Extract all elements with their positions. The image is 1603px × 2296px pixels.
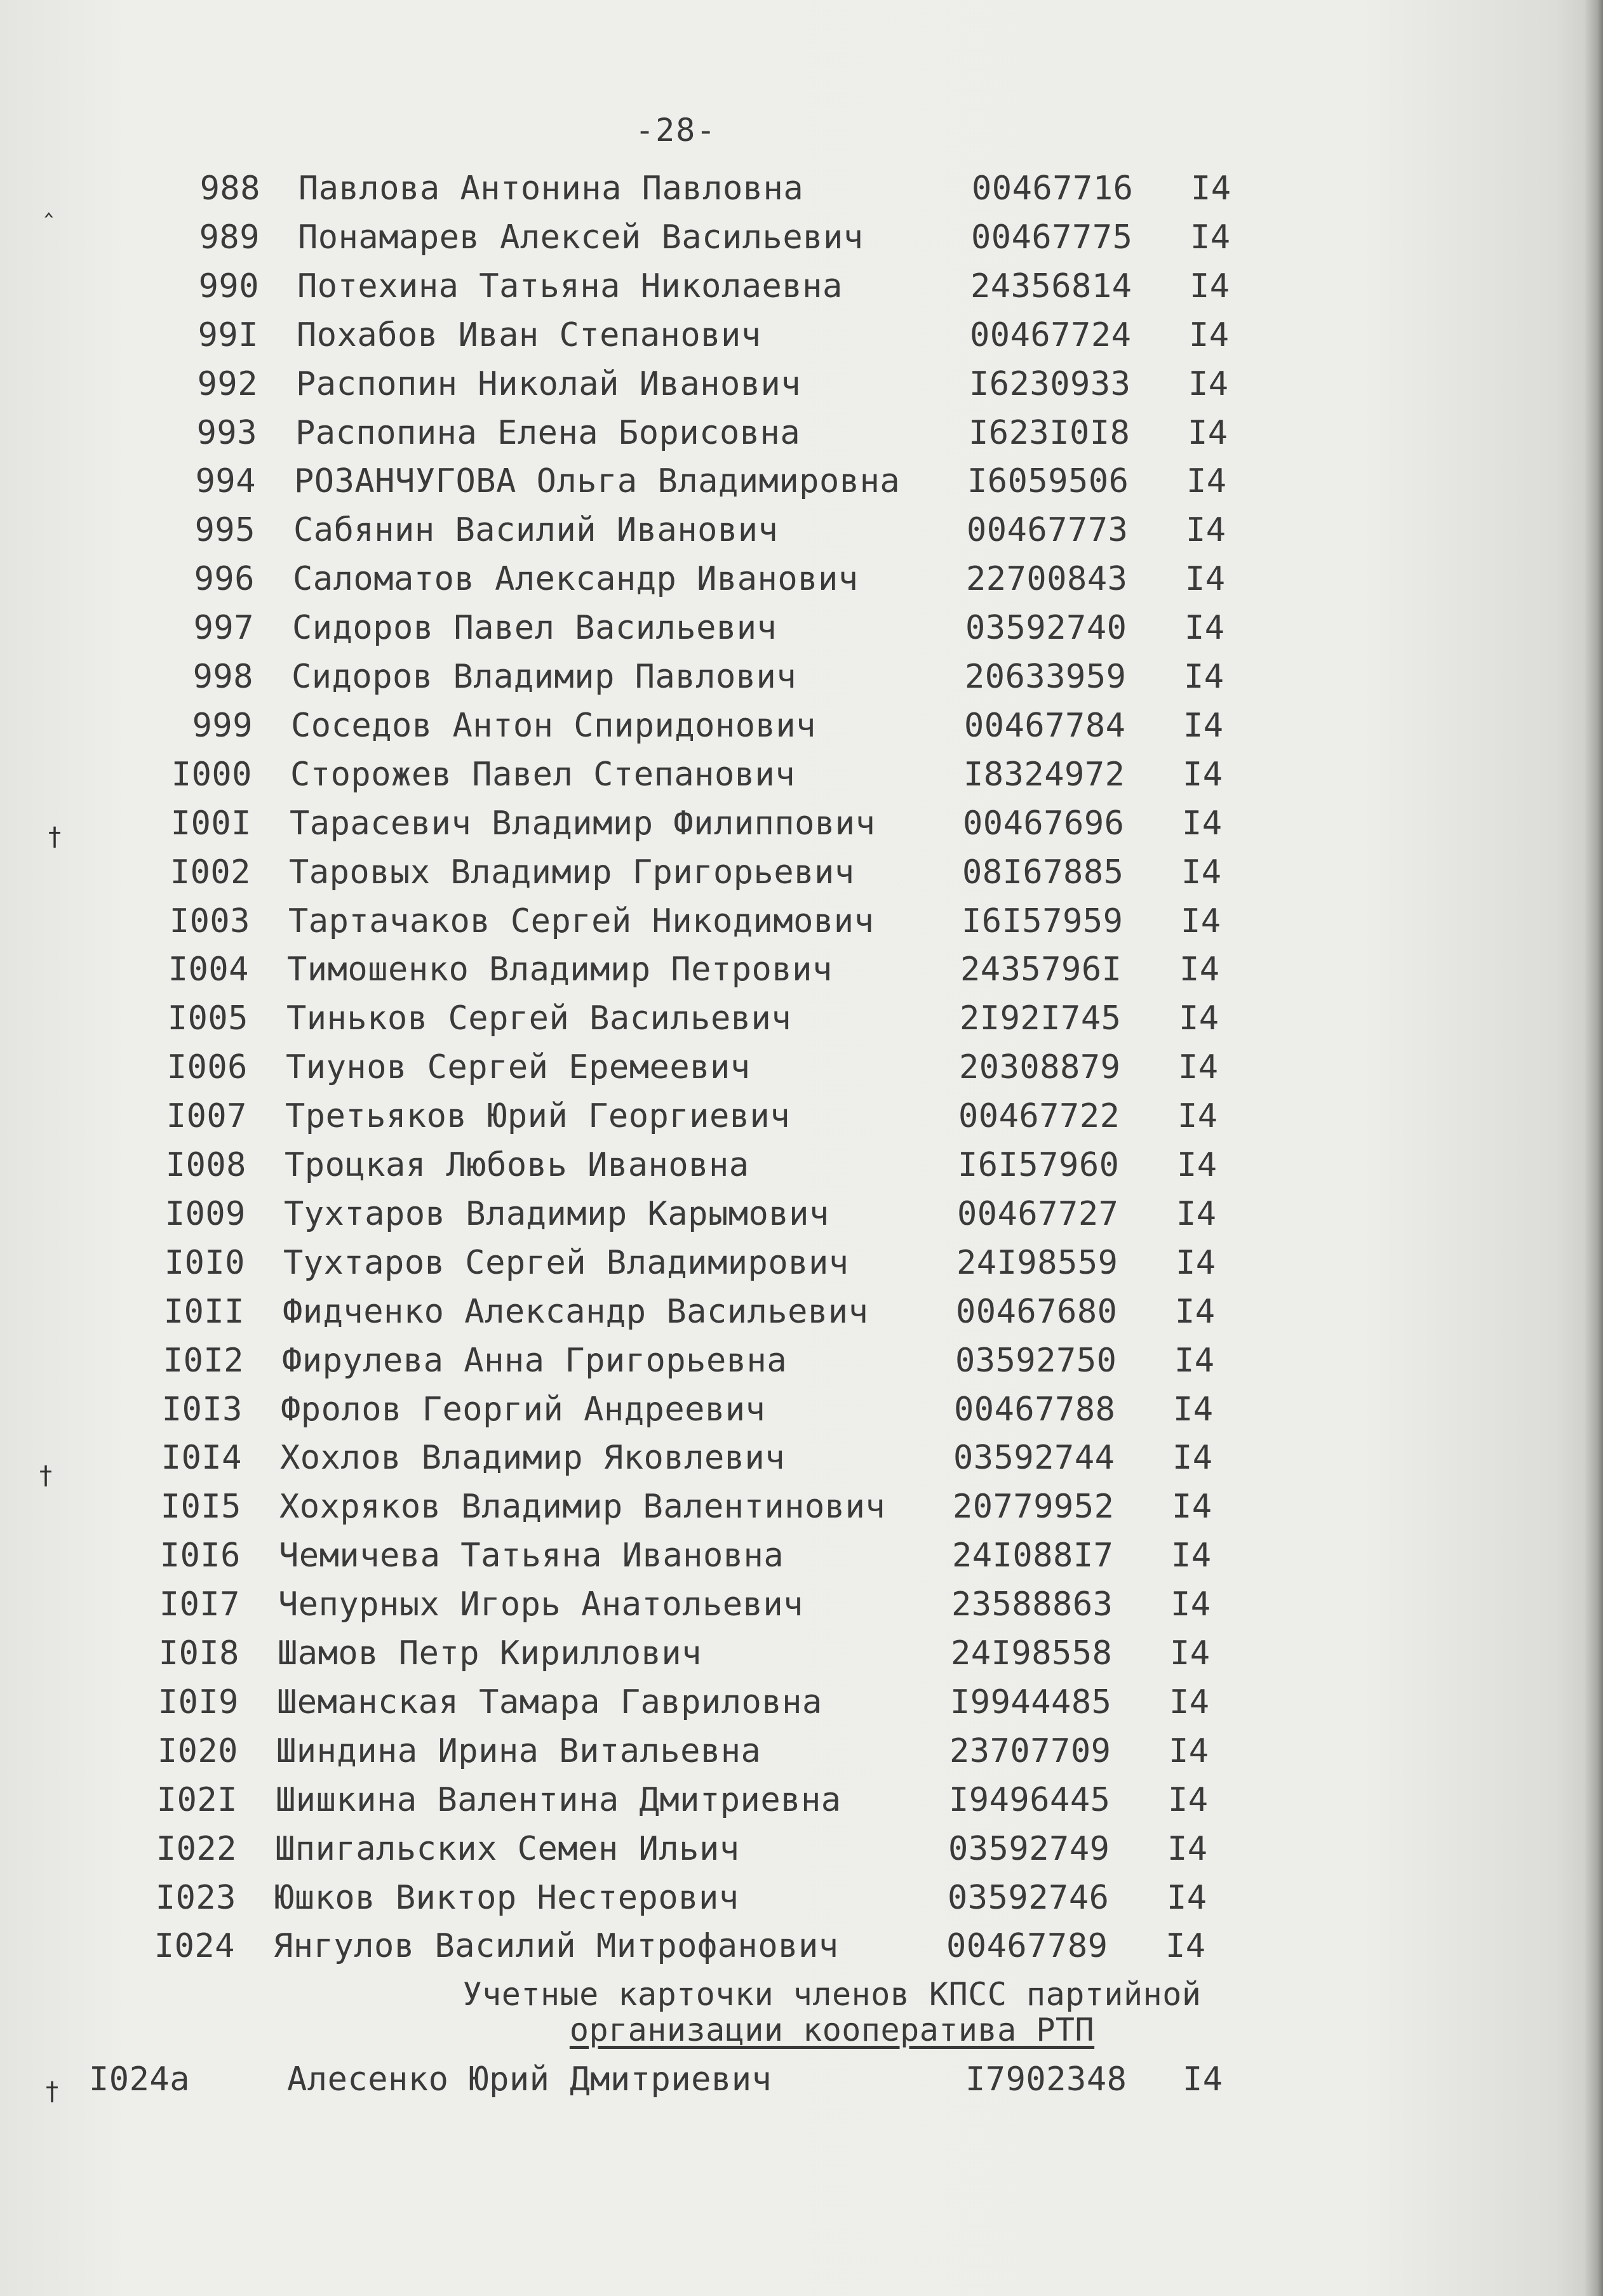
row-number: 998: [192, 658, 253, 696]
code-value: I4: [1173, 1391, 1214, 1429]
member-row: [0, 947, 1603, 992]
member-name: Понамарев Алексей Васильевич: [298, 218, 864, 257]
card-number: 03592750: [955, 1342, 1117, 1380]
member-row: [0, 313, 1603, 357]
code-value: I4: [1188, 414, 1228, 452]
member-row: [0, 1143, 1603, 1187]
card-number: I6230933: [969, 365, 1131, 403]
member-row: [0, 1290, 1603, 1334]
member-name: Шпигальских Семен Ильич: [275, 1830, 740, 1868]
member-row: [0, 166, 1603, 211]
member-row: [0, 1241, 1603, 1285]
code-value: I4: [1169, 1683, 1210, 1721]
card-number: 24356814: [970, 267, 1132, 305]
card-number: 00467722: [958, 1097, 1120, 1135]
card-number: 2435796I: [960, 951, 1122, 989]
card-number: 03592749: [948, 1830, 1110, 1868]
code-value: I4: [1170, 1585, 1211, 1624]
row-number: I008: [165, 1146, 246, 1184]
card-number: 00467789: [946, 1927, 1108, 1965]
code-value: I4: [1177, 1097, 1218, 1135]
member-name: Тимошенко Владимир Петрович: [287, 951, 833, 989]
member-row: [0, 508, 1603, 552]
member-row: [0, 1827, 1603, 1871]
row-number: I002: [170, 853, 251, 891]
punch-mark: ‸: [44, 189, 53, 218]
row-number: I00I: [170, 804, 252, 843]
code-value: I4: [1176, 1195, 1217, 1233]
card-number: I6059506: [967, 462, 1129, 500]
member-row: [0, 1094, 1603, 1138]
member-row: [0, 606, 1603, 650]
member-row: [0, 1631, 1603, 1676]
code-value: I4: [1171, 1537, 1212, 1575]
card-number: 22700843: [966, 560, 1128, 598]
row-number: 992: [197, 365, 258, 403]
row-number: I0I0: [164, 1244, 245, 1282]
member-row: [0, 1924, 1603, 1968]
member-row: [0, 1778, 1603, 1822]
member-name: Юшков Виктор Нестерович: [274, 1879, 739, 1917]
card-number: 20308879: [959, 1048, 1121, 1086]
row-number: I005: [167, 999, 248, 1038]
row-number: I022: [156, 1830, 237, 1868]
member-name: Распопин Николай Иванович: [296, 365, 802, 403]
card-number: 20633959: [965, 658, 1127, 696]
code-value: I4: [1188, 365, 1229, 403]
member-name: Чепурных Игорь Анатольевич: [278, 1585, 803, 1624]
member-name: Сидоров Владимир Павлович: [292, 658, 797, 696]
card-number: I6I57960: [958, 1146, 1120, 1184]
member-name: Сторожев Павел Степанович: [290, 756, 796, 794]
row-number: I024а: [89, 2060, 191, 2099]
code-value: I4: [1169, 1732, 1209, 1770]
member-name: Фролов Георгий Андреевич: [281, 1391, 766, 1429]
member-row: [0, 655, 1603, 699]
row-number: I000: [171, 756, 252, 794]
extra-member-row: [0, 2057, 1603, 2106]
row-number: I0I3: [161, 1391, 243, 1429]
code-value: I4: [1190, 267, 1230, 305]
member-row: [0, 264, 1603, 309]
member-name: Шеманская Тамара Гавриловна: [277, 1683, 822, 1721]
row-number: I0I9: [158, 1683, 239, 1721]
member-row: [0, 215, 1603, 260]
code-value: I4: [1183, 707, 1224, 745]
card-number: 20779952: [953, 1488, 1115, 1526]
member-row: [0, 1680, 1603, 1725]
code-value: I4: [1177, 1146, 1217, 1184]
member-name: Фидченко Александр Васильевич: [283, 1293, 869, 1331]
code-value: I4: [1186, 462, 1227, 500]
member-name: Тиунов Сергей Еремеевич: [286, 1048, 751, 1086]
member-name: Саломатов Александр Иванович: [293, 560, 859, 598]
member-name: Алесенко Юрий Дмитриевич: [287, 2060, 772, 2099]
member-name: Таровых Владимир Григорьевич: [289, 853, 855, 891]
member-row: [0, 1045, 1603, 1090]
member-row: [0, 411, 1603, 455]
row-number: 99I: [198, 316, 258, 354]
row-number: I0I4: [161, 1439, 242, 1477]
member-name: Распопина Елена Борисовна: [295, 414, 801, 452]
member-name: Похабов Иван Степанович: [297, 316, 761, 354]
code-value: I4: [1189, 316, 1230, 354]
card-number: I623I0I8: [969, 414, 1130, 452]
member-row: [0, 1387, 1603, 1432]
card-number: 00467788: [954, 1391, 1116, 1429]
row-number: I0I7: [159, 1585, 240, 1624]
card-number: 00467680: [956, 1293, 1118, 1331]
punch-mark: †: [38, 1461, 54, 1490]
member-row: [0, 704, 1603, 748]
row-number: I0I2: [163, 1342, 244, 1380]
row-number: I02I: [156, 1781, 238, 1819]
card-number: 24I98558: [951, 1634, 1113, 1672]
card-number: 23588863: [951, 1585, 1113, 1624]
member-name: Янгулов Василий Митрофанович: [273, 1927, 839, 1965]
member-name: Сидоров Павел Васильевич: [292, 609, 777, 647]
member-row: [0, 752, 1603, 797]
member-name: Третьяков Юрий Георгиевич: [285, 1097, 791, 1135]
row-number: I0II: [163, 1293, 245, 1331]
code-value: I4: [1167, 1879, 1207, 1917]
member-row: [0, 1729, 1603, 1773]
code-value: I4: [1167, 1830, 1208, 1868]
member-row: [0, 362, 1603, 406]
member-name: РОЗАНЧУГОВА Ольга Владимировна: [294, 462, 901, 500]
card-number: 03592740: [965, 609, 1127, 647]
member-name: Шамов Петр Кириллович: [278, 1634, 702, 1672]
card-number: 00467784: [964, 707, 1126, 745]
code-value: I4: [1181, 853, 1222, 891]
member-name: Сабянин Василий Иванович: [293, 511, 779, 549]
row-number: 999: [192, 707, 253, 745]
row-number: I006: [166, 1048, 248, 1086]
card-number: 00467696: [963, 804, 1125, 843]
row-number: I004: [168, 951, 249, 989]
card-number: 24I98559: [956, 1244, 1118, 1282]
member-row: [0, 1582, 1603, 1627]
punch-mark: †: [44, 2077, 60, 2106]
code-value: I4: [1170, 1634, 1211, 1672]
code-value: I4: [1190, 218, 1231, 257]
member-name: Тартачаков Сергей Никодимович: [288, 902, 875, 940]
card-number: 00467775: [971, 218, 1133, 257]
row-number: I023: [155, 1879, 236, 1917]
code-value: I4: [1181, 902, 1221, 940]
card-number: 00467716: [972, 170, 1134, 208]
code-value: I4: [1176, 1244, 1216, 1282]
card-number: 03592746: [948, 1879, 1110, 1917]
code-value: I4: [1184, 658, 1224, 696]
member-name: Фирулева Анна Григорьевна: [282, 1342, 788, 1380]
card-number: 2I92I745: [960, 999, 1122, 1038]
member-name: Потехина Татьяна Николаевна: [297, 267, 843, 305]
member-name: Тухтаров Владимир Карымович: [284, 1195, 829, 1233]
code-value: I4: [1185, 560, 1226, 598]
member-name: Хохлов Владимир Яковлевич: [280, 1439, 786, 1477]
row-number: I0I6: [159, 1537, 241, 1575]
member-row: [0, 996, 1603, 1041]
member-row: [0, 1485, 1603, 1529]
section-caption-line2: организации кооператива РТП: [569, 2012, 1095, 2048]
member-name: Шишкина Валентина Дмитриевна: [276, 1781, 842, 1819]
row-number: I007: [166, 1097, 247, 1135]
member-row: [0, 1876, 1603, 1920]
member-name: Шиндина Ирина Витальевна: [276, 1732, 761, 1770]
member-row: [0, 459, 1603, 504]
row-number: 988: [199, 170, 260, 208]
row-number: 995: [194, 511, 255, 549]
member-row: [0, 1533, 1603, 1578]
row-number: 990: [198, 267, 259, 305]
code-value: I4: [1182, 804, 1223, 843]
code-value: I4: [1174, 1342, 1215, 1380]
row-number: 993: [196, 414, 257, 452]
member-name: Тухтаров Сергей Владимирович: [283, 1244, 849, 1282]
member-row: [0, 1436, 1603, 1480]
card-number: 24I088I7: [952, 1537, 1114, 1575]
member-row: [0, 1338, 1603, 1383]
row-number: I024: [154, 1927, 235, 1965]
row-number: 989: [199, 218, 260, 257]
page-number: -28-: [635, 112, 717, 149]
card-number: I7902348: [965, 2060, 1127, 2099]
card-number: I8324972: [963, 756, 1125, 794]
member-row: [0, 899, 1603, 944]
member-name: Тиньков Сергей Васильевич: [286, 999, 792, 1038]
member-name: Хохряков Владимир Валентинович: [279, 1488, 886, 1526]
code-value: I4: [1172, 1439, 1213, 1477]
row-number: I003: [169, 902, 250, 940]
code-value: I4: [1165, 1927, 1206, 1965]
code-value: I4: [1183, 756, 1223, 794]
code-value: I4: [1183, 2060, 1223, 2099]
member-name: Чемичева Татьяна Ивановна: [279, 1537, 784, 1575]
row-number: I0I5: [160, 1488, 241, 1526]
member-name: Павлова Антонина Павловна: [298, 170, 804, 208]
code-value: I4: [1191, 170, 1231, 208]
row-number: 996: [194, 560, 255, 598]
card-number: I6I57959: [962, 902, 1123, 940]
card-number: 00467724: [970, 316, 1132, 354]
code-value: I4: [1178, 1048, 1219, 1086]
card-number: I9496445: [949, 1781, 1111, 1819]
code-value: I4: [1184, 609, 1225, 647]
row-number: I020: [157, 1732, 238, 1770]
code-value: I4: [1186, 511, 1226, 549]
card-number: 08I67885: [962, 853, 1124, 891]
code-value: I4: [1175, 1293, 1216, 1331]
card-number: 03592744: [953, 1439, 1115, 1477]
card-number: I9944485: [950, 1683, 1112, 1721]
member-row: [0, 1192, 1603, 1236]
section-caption-line1: Учетные карточки членов КПСС партийной: [462, 1976, 1202, 2013]
member-row: [0, 557, 1603, 601]
card-number: 23707709: [949, 1732, 1111, 1770]
member-row: [0, 850, 1603, 895]
code-value: I4: [1179, 951, 1220, 989]
punch-mark: †: [47, 822, 63, 851]
card-number: 00467727: [957, 1195, 1119, 1233]
member-name: Соседов Антон Спиридонович: [291, 707, 816, 745]
member-row: [0, 801, 1603, 846]
member-name: Тарасевич Владимир Филиппович: [290, 804, 876, 843]
row-number: 997: [193, 609, 254, 647]
code-value: I4: [1168, 1781, 1209, 1819]
code-value: I4: [1172, 1488, 1212, 1526]
row-number: I009: [164, 1195, 246, 1233]
row-number: I0I8: [158, 1634, 239, 1672]
card-number: 00467773: [967, 511, 1129, 549]
code-value: I4: [1179, 999, 1219, 1038]
row-number: 994: [195, 462, 256, 500]
member-name: Троцкая Любовь Ивановна: [285, 1146, 749, 1184]
